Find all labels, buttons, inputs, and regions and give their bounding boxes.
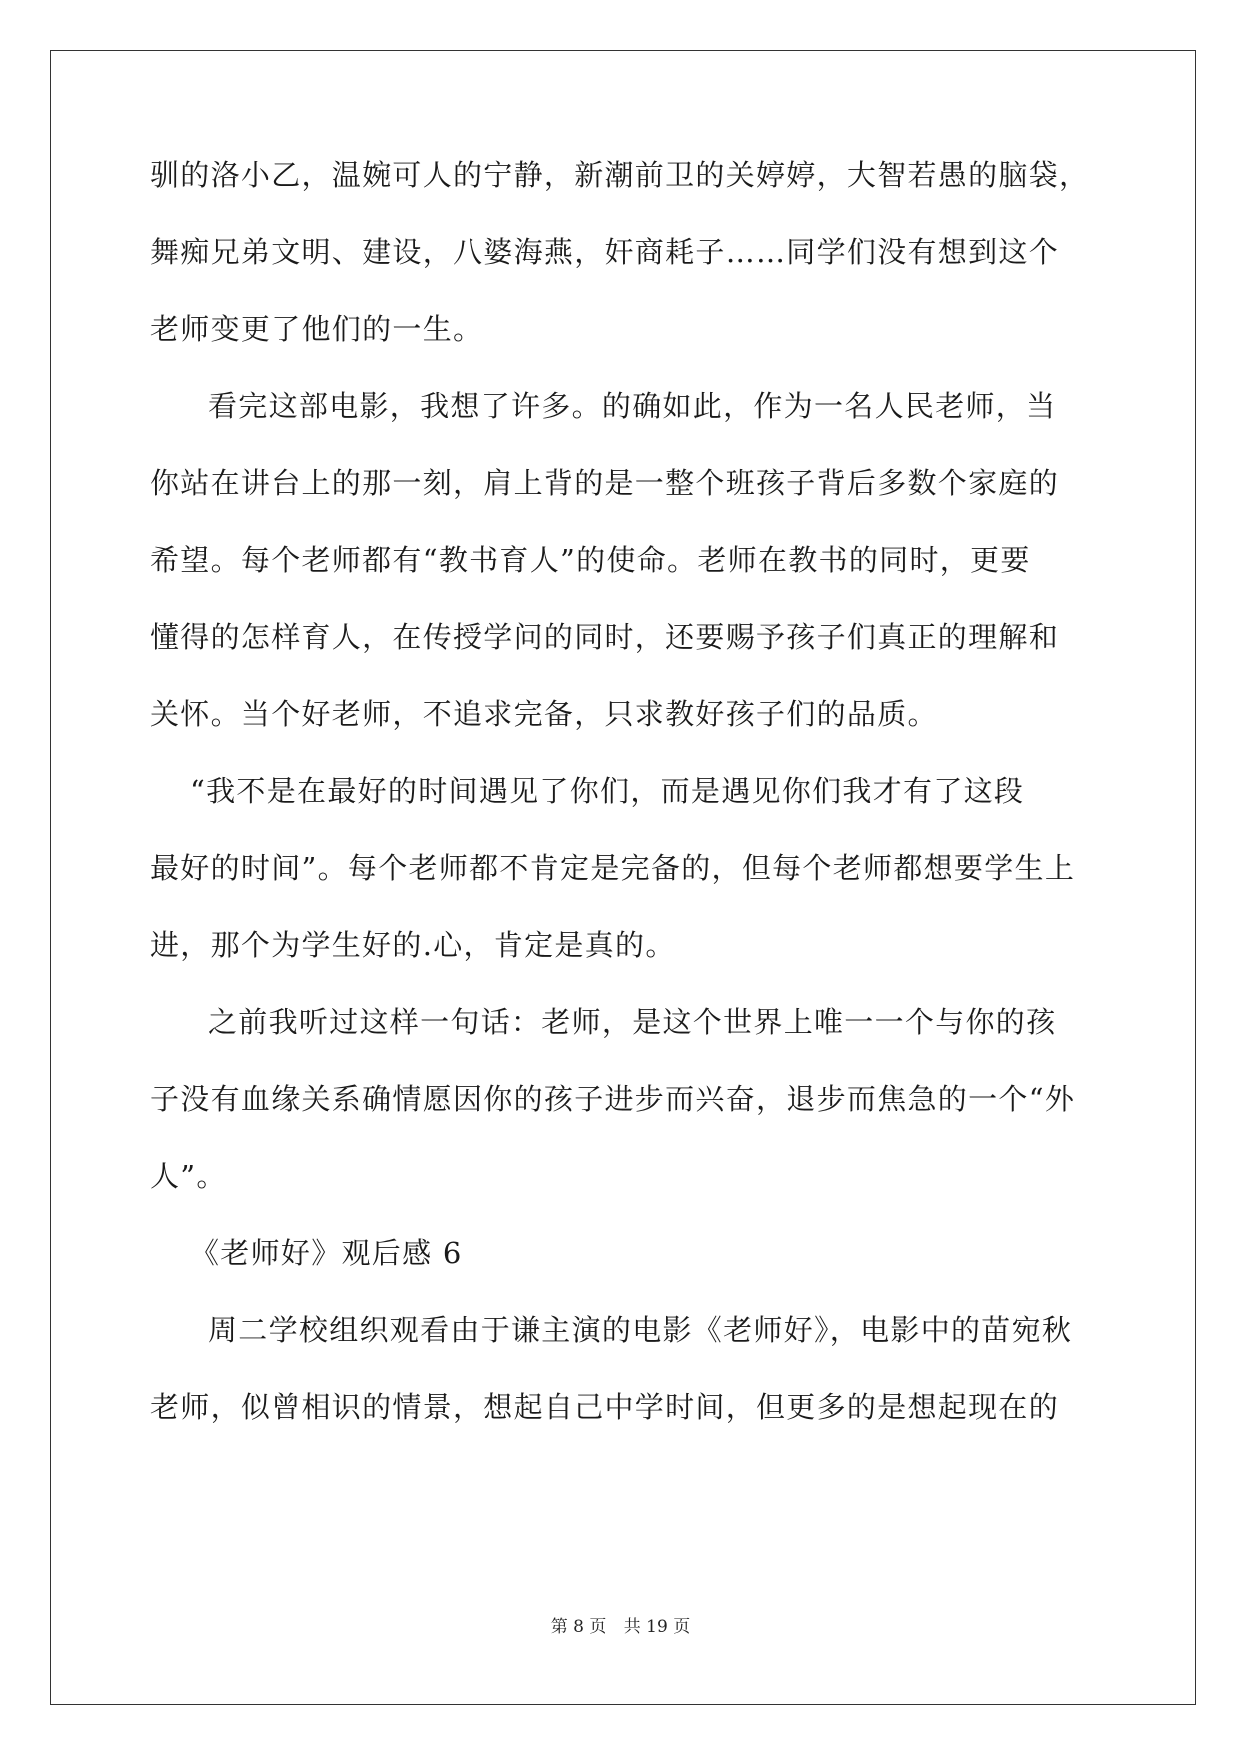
section-heading: 《老师好》观后感 6 <box>190 1236 463 1270</box>
paragraph-start-line: “我不是在最好的时间遇见了你们，而是遇见你们我才有了这段 <box>190 774 1025 808</box>
page-total: 共 19 页 <box>623 1617 691 1637</box>
text-line: 老师，似曾相识的情景，想起自己中学时间，但更多的是想起现在的 <box>150 1390 1060 1424</box>
text-line: 人”。 <box>150 1159 227 1193</box>
text-line: 最好的时间”。每个老师都不肯定是完备的，但每个老师都想要学生上 <box>150 851 1076 885</box>
page-number: 第 8 页 <box>550 1617 607 1637</box>
text-line: 舞痴兄弟文明、建设，八婆海燕，奸商耗子……同学们没有想到这个 <box>150 235 1060 269</box>
text-line: 进，那个为学生好的.心，肯定是真的。 <box>150 928 676 962</box>
text-line: 子没有血缘关系确情愿因你的孩子进步而兴奋，退步而焦急的一个“外 <box>150 1082 1076 1116</box>
text-line: 你站在讲台上的那一刻，肩上背的是一整个班孩子背后多数个家庭的 <box>150 466 1060 500</box>
text-line: 关怀。当个好老师，不追求完备，只求教好孩子们的品质。 <box>150 697 938 731</box>
paragraph-start-line: 周二学校组织观看由于谦主演的电影《老师好》，电影中的苗宛秋 <box>208 1313 1073 1347</box>
paragraph-start-line: 看完这部电影，我想了许多。的确如此，作为一名人民老师，当 <box>208 389 1057 423</box>
text-line: 希望。每个老师都有“教书育人”的使命。老师在教书的同时，更要 <box>150 543 1031 577</box>
text-line: 老师变更了他们的一生。 <box>150 312 484 346</box>
paragraph-start-line: 之前我听过这样一句话：老师，是这个世界上唯一一个与你的孩 <box>208 1005 1057 1039</box>
text-line: 驯的洛小乙，温婉可人的宁静，新潮前卫的关婷婷，大智若愚的脑袋， <box>150 158 1090 192</box>
text-line: 懂得的怎样育人，在传授学问的同时，还要赐予孩子们真正的理解和 <box>150 620 1060 654</box>
page-footer <box>0 1612 1241 1637</box>
